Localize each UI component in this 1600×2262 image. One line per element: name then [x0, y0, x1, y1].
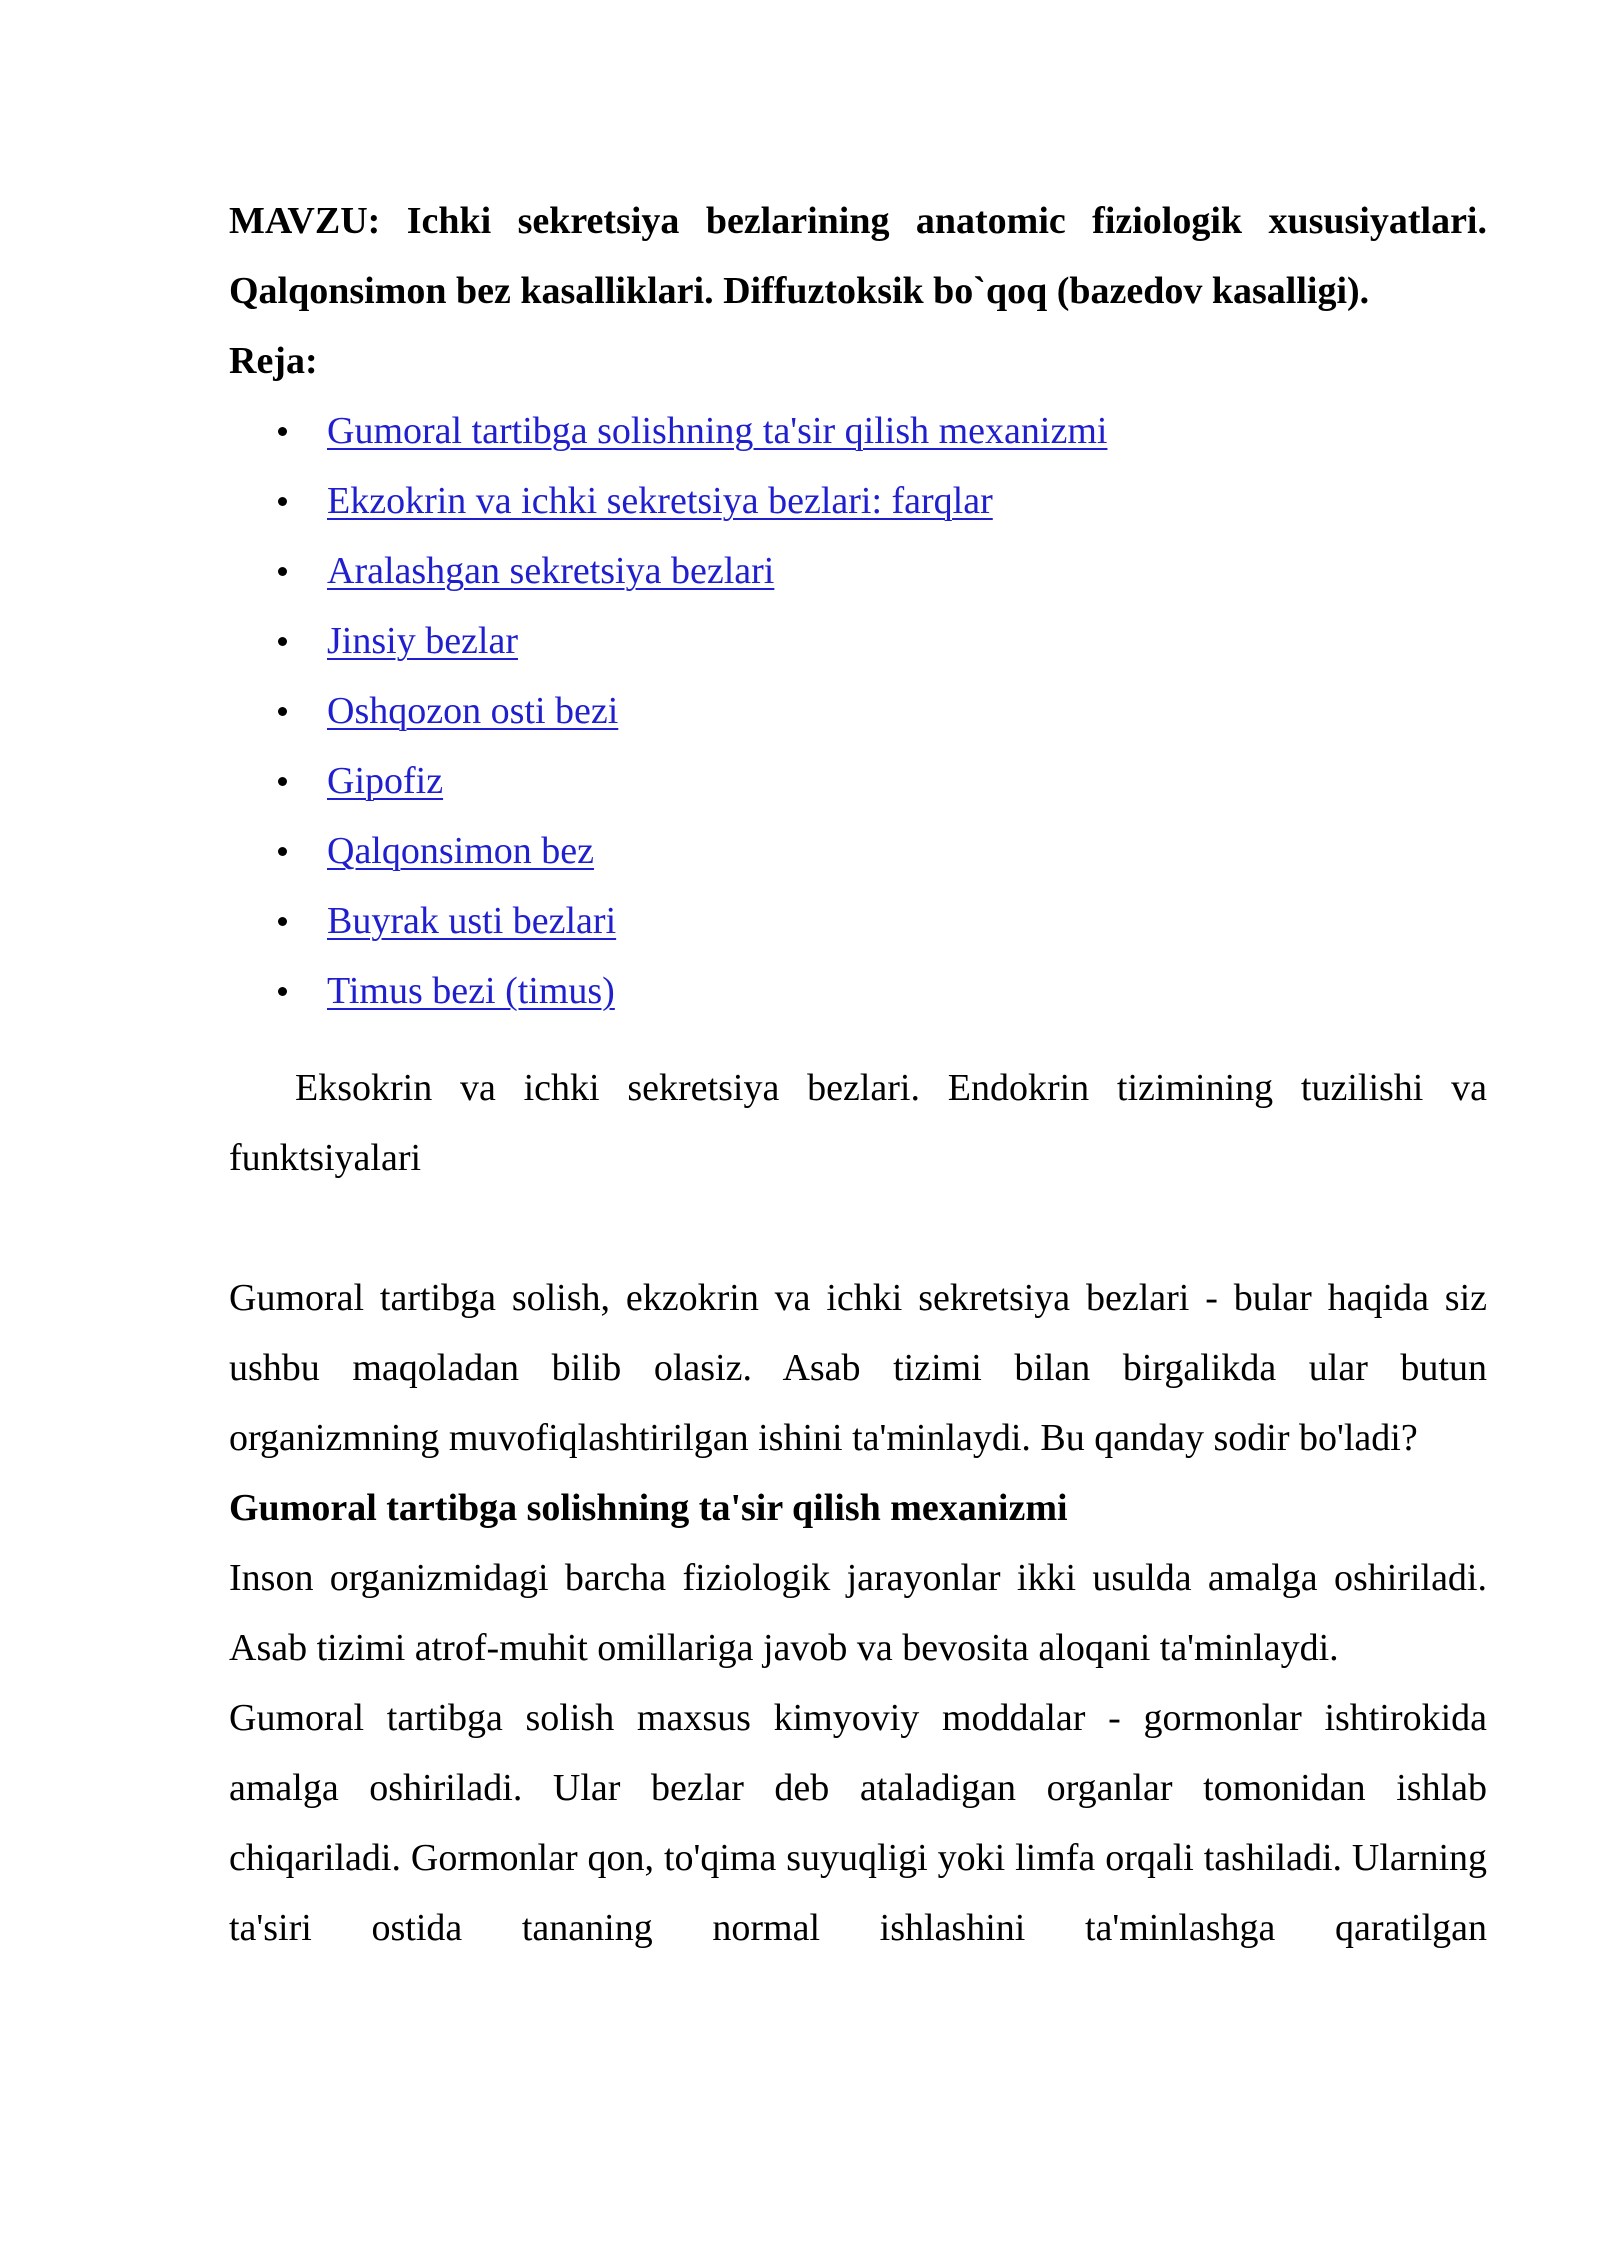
body-paragraph-3: Gumoral tartibga solish maxsus kimyoviy moddalar - gormonlar ishtirokida amalga oshiriladi. Ular bezlar deb ataladigan organlar tomonidan ishlab chiqariladi. Gormonlar qon, to'qima suyuqligi yoki limfa orqali tashiladi. Ularning ta'siri ostida tananing normal ishlashini ta'minlashga qaratilgan [229, 1697, 1487, 1949]
toc-item [229, 536, 1487, 606]
table-of-contents [229, 396, 1487, 1026]
bullet-icon [278, 777, 287, 786]
toc-item [229, 956, 1487, 1026]
intro-paragraph: Eksokrin va ichki sekretsiya bezlari. Endokrin tizimining tuzilishi va funktsiyalari [229, 1067, 1487, 1179]
bullet-icon [278, 917, 287, 926]
body-paragraph-2: Inson organizmidagi barcha fiziologik jarayonlar ikki usulda amalga oshiriladi. Asab tizimi atrof-muhit omillariga javob va bevosita aloqani ta'minlaydi. [229, 1557, 1487, 1669]
bullet-icon [278, 987, 287, 996]
body-paragraph-1: Gumoral tartibga solish, ekzokrin va ichki sekretsiya bezlari - bular haqida siz ushbu maqoladan bilib olasiz. Asab tizimi bilan birgalikda ular butun organizmning muvofiqlashtirilgan ishini ta'minlaydi. Bu qanday sodir bo'ladi? [229, 1277, 1487, 1459]
toc-link-ekzokrin[interactable]: Ekzokrin va ichki sekretsiya bezlari: farqlar [327, 480, 993, 522]
toc-link-aralashgan[interactable]: Aralashgan sekretsiya bezlari [327, 550, 775, 592]
toc-link-qalqonsimon[interactable]: Qalqonsimon bez [327, 830, 595, 872]
toc-link-gumoral[interactable]: Gumoral tartibga solishning ta'sir qilish mexanizmi [327, 410, 1108, 452]
bullet-icon [278, 427, 287, 436]
document-page [229, 186, 1487, 1963]
section-heading: Gumoral tartibga solishning ta'sir qilish mexanizmi [229, 1487, 1068, 1529]
toc-link-oshqozon[interactable]: Oshqozon osti bezi [327, 690, 619, 732]
bullet-icon [278, 637, 287, 646]
plan-label: Reja: [229, 340, 318, 382]
toc-item [229, 676, 1487, 746]
toc-item [229, 816, 1487, 886]
toc-item [229, 746, 1487, 816]
bullet-icon [278, 497, 287, 506]
bullet-icon [278, 567, 287, 576]
toc-item [229, 606, 1487, 676]
toc-link-gipofiz[interactable]: Gipofiz [327, 760, 444, 802]
bullet-icon [278, 707, 287, 716]
toc-item [229, 396, 1487, 466]
toc-item [229, 466, 1487, 536]
toc-link-jinsiy[interactable]: Jinsiy bezlar [327, 620, 519, 662]
toc-link-buyrak[interactable]: Buyrak usti bezlari [327, 900, 617, 942]
toc-item [229, 886, 1487, 956]
toc-link-timus[interactable]: Timus bezi (timus) [327, 970, 615, 1012]
bullet-icon [278, 847, 287, 856]
paragraph-spacer [229, 1193, 1487, 1263]
document-title: MAVZU: Ichki sekretsiya bezlarining anatomic fiziologik xususiyatlari. Qalqonsimon bez kasalliklari. Diffuztoksik bo`qoq (bazedov kasalligi). [229, 200, 1487, 312]
